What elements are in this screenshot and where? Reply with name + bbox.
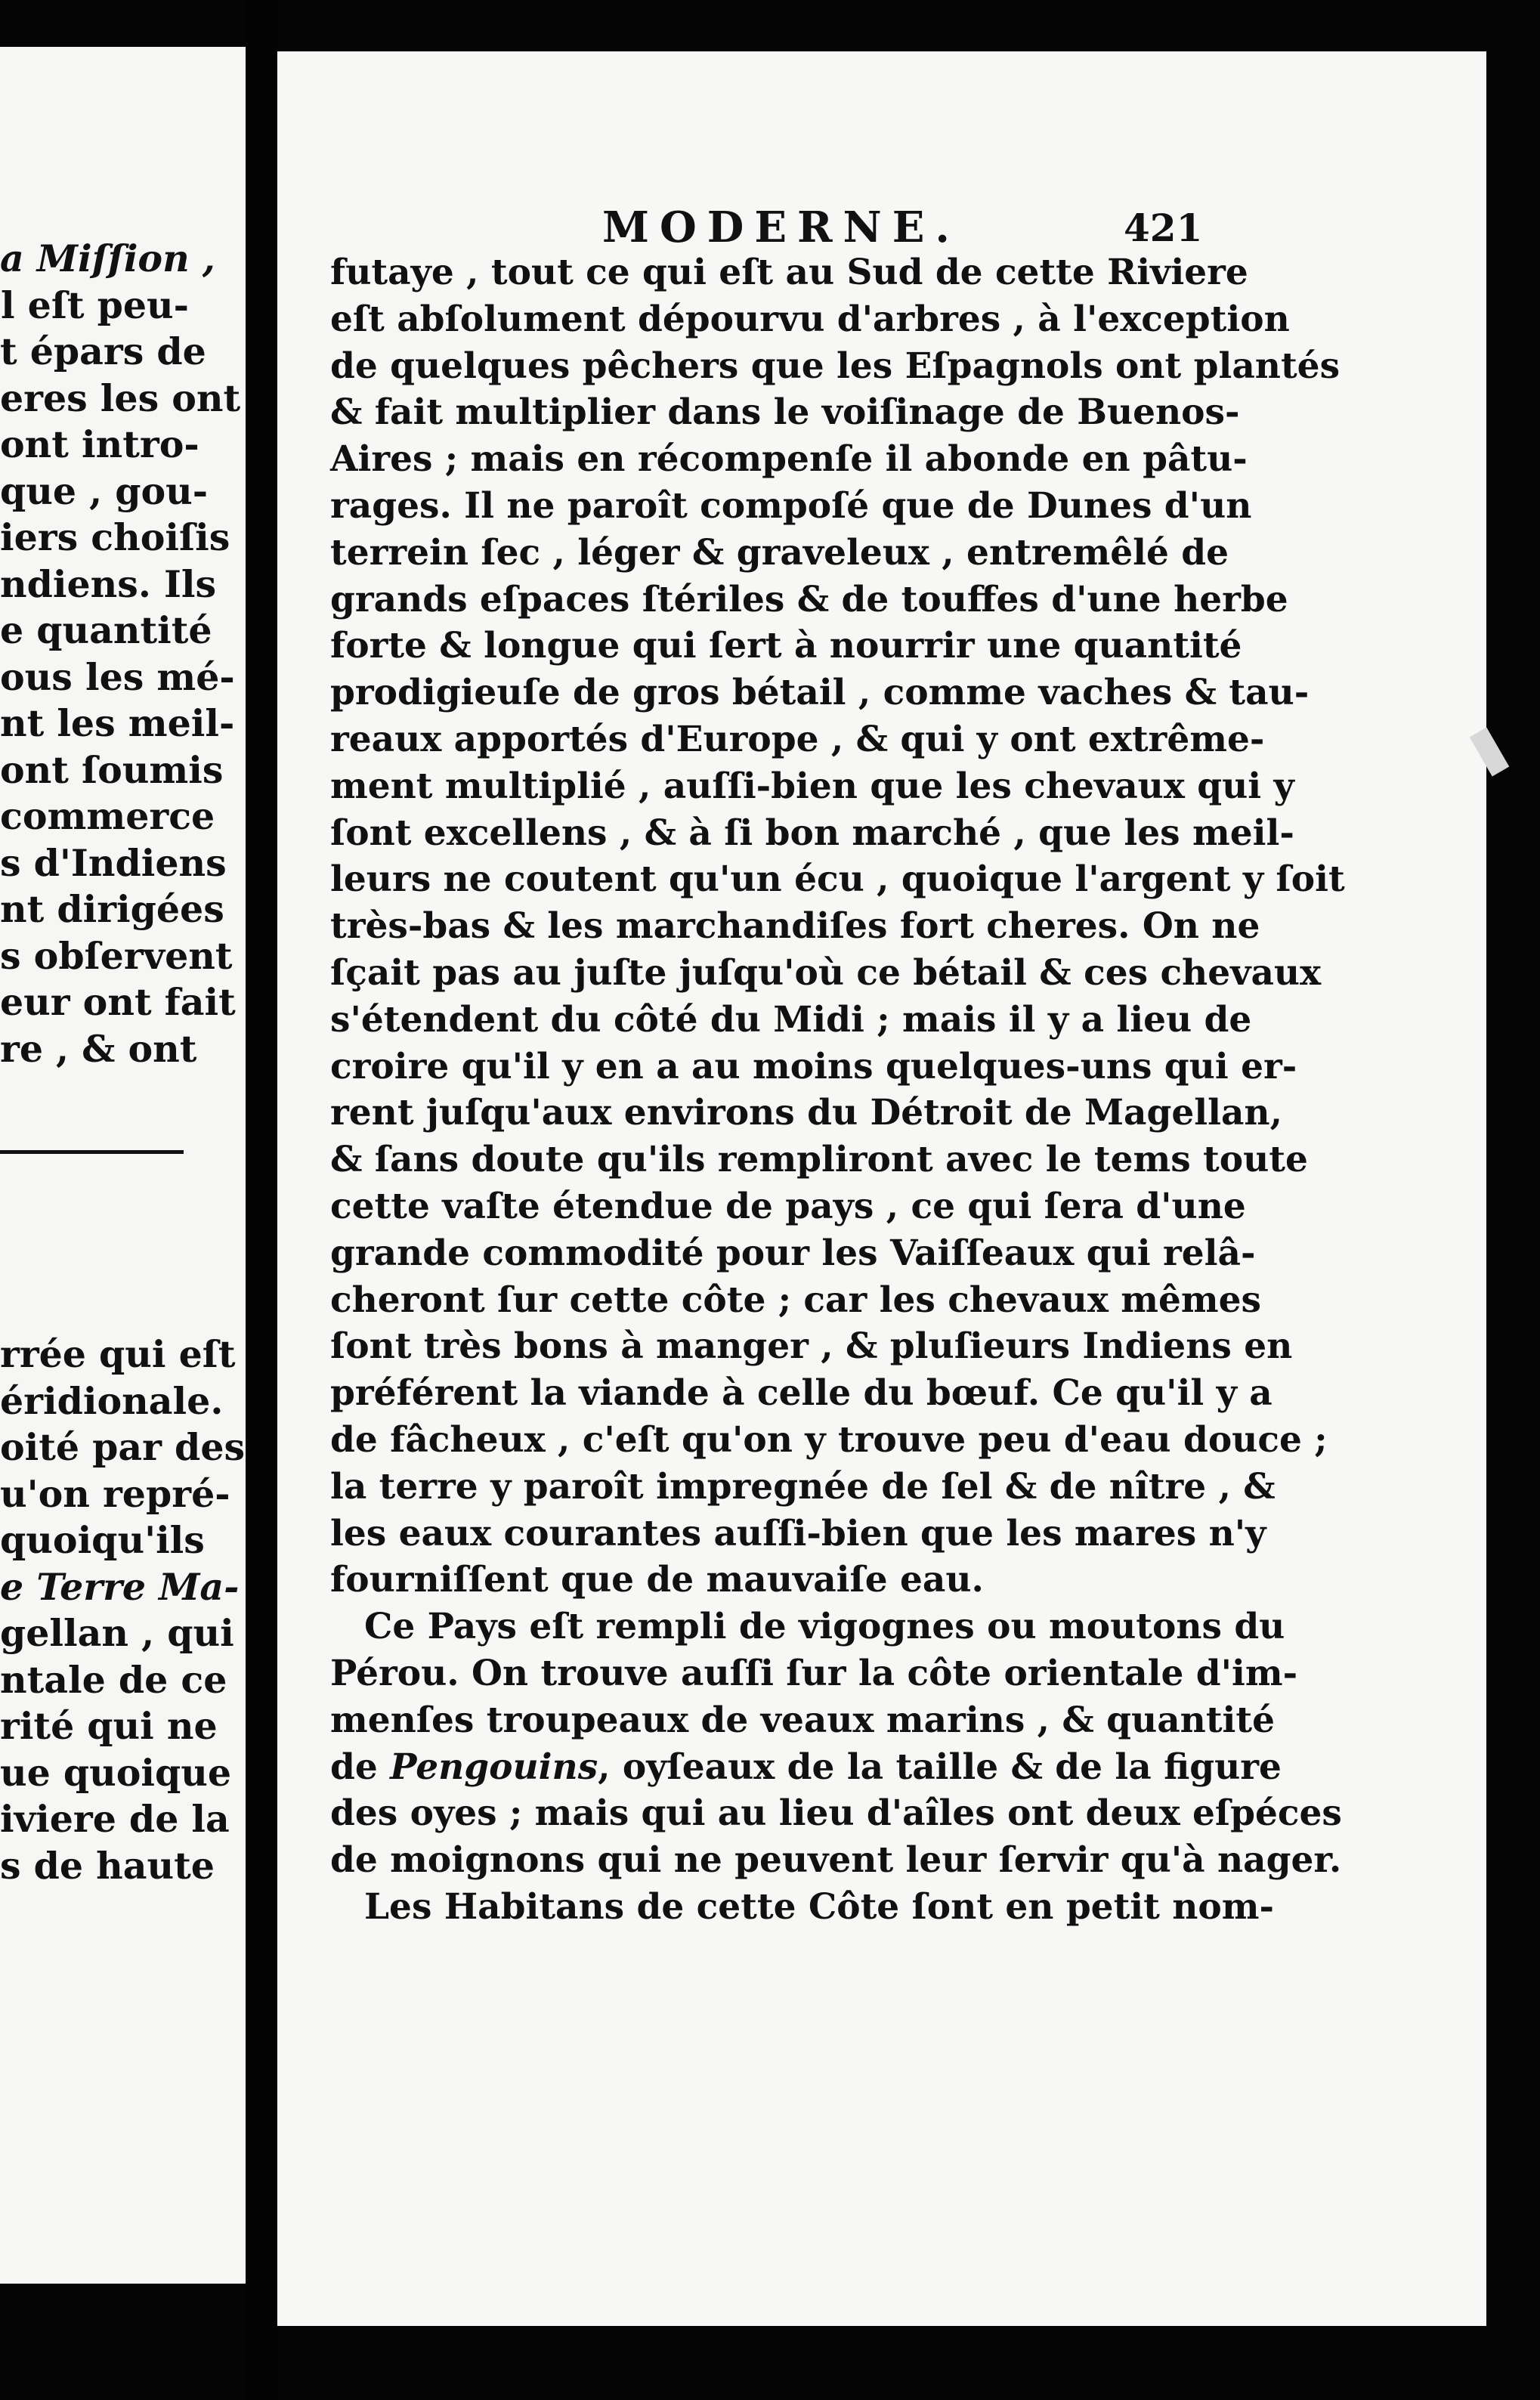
text-line: cheront ſur cette côte ; car les chevaux mêmes <box>330 1279 1261 1321</box>
left-line: e Terre Ma- <box>0 1564 240 1609</box>
left-line: s obſervent <box>0 933 233 978</box>
book-gutter <box>246 0 277 2400</box>
text-line: de quelques pêchers que les Eſpagnols ont plantés <box>330 345 1341 387</box>
text-line: grands eſpaces ſtériles & de touffes d'une herbe <box>330 578 1288 620</box>
text-line: ſont très bons à manger , & pluſieurs Indiens en <box>330 1325 1293 1368</box>
left-line: s de haute <box>0 1843 215 1888</box>
text-line: & ſans doute qu'ils rempliront avec le tems toute <box>330 1139 1308 1181</box>
text-fragment: , oyſeaux de la taille & de la figure <box>598 1746 1282 1788</box>
page-number: 421 <box>1124 206 1203 250</box>
text-line: leurs ne coutent qu'un écu , quoique l'argent y ſoit <box>330 858 1345 901</box>
left-line: iers choiſis <box>0 515 230 559</box>
left-line: commerce <box>0 794 215 838</box>
text-line: & fait multiplier dans le voiſinage de Buenos- <box>330 391 1240 434</box>
left-line: ntale de ce <box>0 1657 227 1702</box>
text-line-pengouins <box>330 1744 1282 1791</box>
text-line: Ce Pays eſt rempli de vigognes ou moutons du <box>364 1606 1285 1648</box>
text-line: rent juſqu'aux environs du Détroit de Magellan, <box>330 1092 1282 1134</box>
page-body <box>330 249 1479 1931</box>
text-line: préférent la viande à celle du bœuf. Ce qu'il y a <box>330 1372 1273 1415</box>
left-line: iviere de la <box>0 1797 230 1841</box>
previous-page-fragment <box>0 47 246 2284</box>
text-line: des oyes ; mais qui au lieu d'aîles ont deux eſpéces <box>330 1792 1342 1835</box>
text-line: fourniſſent que de mauvaiſe eau. <box>330 1559 984 1601</box>
previous-page-text-top <box>0 236 241 1072</box>
previous-page-text-bottom <box>0 1331 246 1889</box>
left-line: l eſt peu- <box>0 283 189 327</box>
text-line: les eaux courantes auſſi-bien que les mares n'y <box>330 1512 1266 1554</box>
page-421 <box>277 51 1486 2326</box>
text-fragment: de <box>330 1746 391 1788</box>
left-line: eur ont fait <box>0 980 236 1024</box>
text-line: Pérou. On trouve auſſi ſur la côte orientale d'im- <box>330 1652 1298 1694</box>
left-line: ndiens. Ils <box>0 561 217 606</box>
text-line: menſes troupeaux de veaux marins , & quantité <box>330 1699 1276 1741</box>
text-line: de fâcheux , c'eſt qu'on y trouve peu d'eau douce ; <box>330 1418 1328 1461</box>
running-head: MODERNE. <box>602 203 960 252</box>
left-line: re , & ont <box>0 1026 197 1071</box>
left-line: ue quoique <box>0 1750 232 1795</box>
text-line: grande commodité pour les Vaiſſeaux qui relâ- <box>330 1232 1256 1274</box>
text-line: s'étendent du côté du Midi ; mais il y a lieu de <box>330 998 1252 1041</box>
text-line: reaux apportés d'Europe , & qui y ont extrême- <box>330 718 1265 760</box>
text-line: la terre y paroît impregnée de ſel & de nître , & <box>330 1465 1276 1508</box>
left-line: que , gou- <box>0 469 209 513</box>
left-line: rité qui ne <box>0 1704 218 1748</box>
left-line: u'on repré- <box>0 1471 230 1516</box>
text-line: rages. Il ne paroît compoſé que de Dunes d'un <box>330 484 1252 527</box>
text-line: eſt abſolument dépourvu d'arbres , à l'exception <box>330 298 1290 340</box>
text-line: cette vaſte étendue de pays , ce qui ſera d'une <box>330 1185 1246 1227</box>
section-rule <box>0 1150 184 1154</box>
left-line: nt les meil- <box>0 701 235 745</box>
italic-term: Pengouins <box>390 1746 598 1788</box>
left-line: éridionale. <box>0 1378 224 1423</box>
text-line: ſçait pas au juſte juſqu'où ce bétail & ces chevaux <box>330 951 1322 994</box>
left-line: s d'Indiens <box>0 840 227 885</box>
left-line: e quantité <box>0 608 212 652</box>
left-line: eres les ont <box>0 376 241 420</box>
text-line: ſont excellens , & à ſi bon marché , que les meil- <box>330 812 1294 854</box>
text-line: de moignons qui ne peuvent leur ſervir qu'à nager. <box>330 1839 1342 1882</box>
left-line: oité par des <box>0 1425 246 1469</box>
text-line: très-bas & les marchandiſes fort cheres. On ne <box>330 905 1260 948</box>
left-line: quoiqu'ils <box>0 1518 205 1562</box>
text-line: forte & longue qui ſert à nourrir une quantité <box>330 625 1242 667</box>
text-line: futaye , tout ce qui eſt au Sud de cette Riviere <box>330 252 1248 293</box>
text-line: ment multiplié , auſſi-bien que les chevaux qui y <box>330 765 1294 807</box>
left-line: ous les mé- <box>0 654 235 699</box>
text-line: croire qu'il y en a au moins quelques-uns qui er- <box>330 1045 1297 1087</box>
left-line: t épars de <box>0 329 206 373</box>
left-line: nt dirigées <box>0 887 224 931</box>
text-line: terrein ſec , léger & graveleux , entremêlé de <box>330 531 1229 574</box>
left-line: ont ſoumis <box>0 747 224 792</box>
text-line: Aires ; mais en récompenſe il abonde en pâtu- <box>330 438 1248 481</box>
left-line: gellan , qui <box>0 1611 234 1655</box>
text-line: Les Habitans de cette Côte ſont en petit nom- <box>364 1885 1274 1928</box>
left-line: rrée qui eſt <box>0 1332 236 1376</box>
text-line: prodigieuſe de gros bétail , comme vaches & tau- <box>330 672 1310 714</box>
left-line: a Miſſion , <box>0 237 215 280</box>
left-line: ont intro- <box>0 422 199 466</box>
